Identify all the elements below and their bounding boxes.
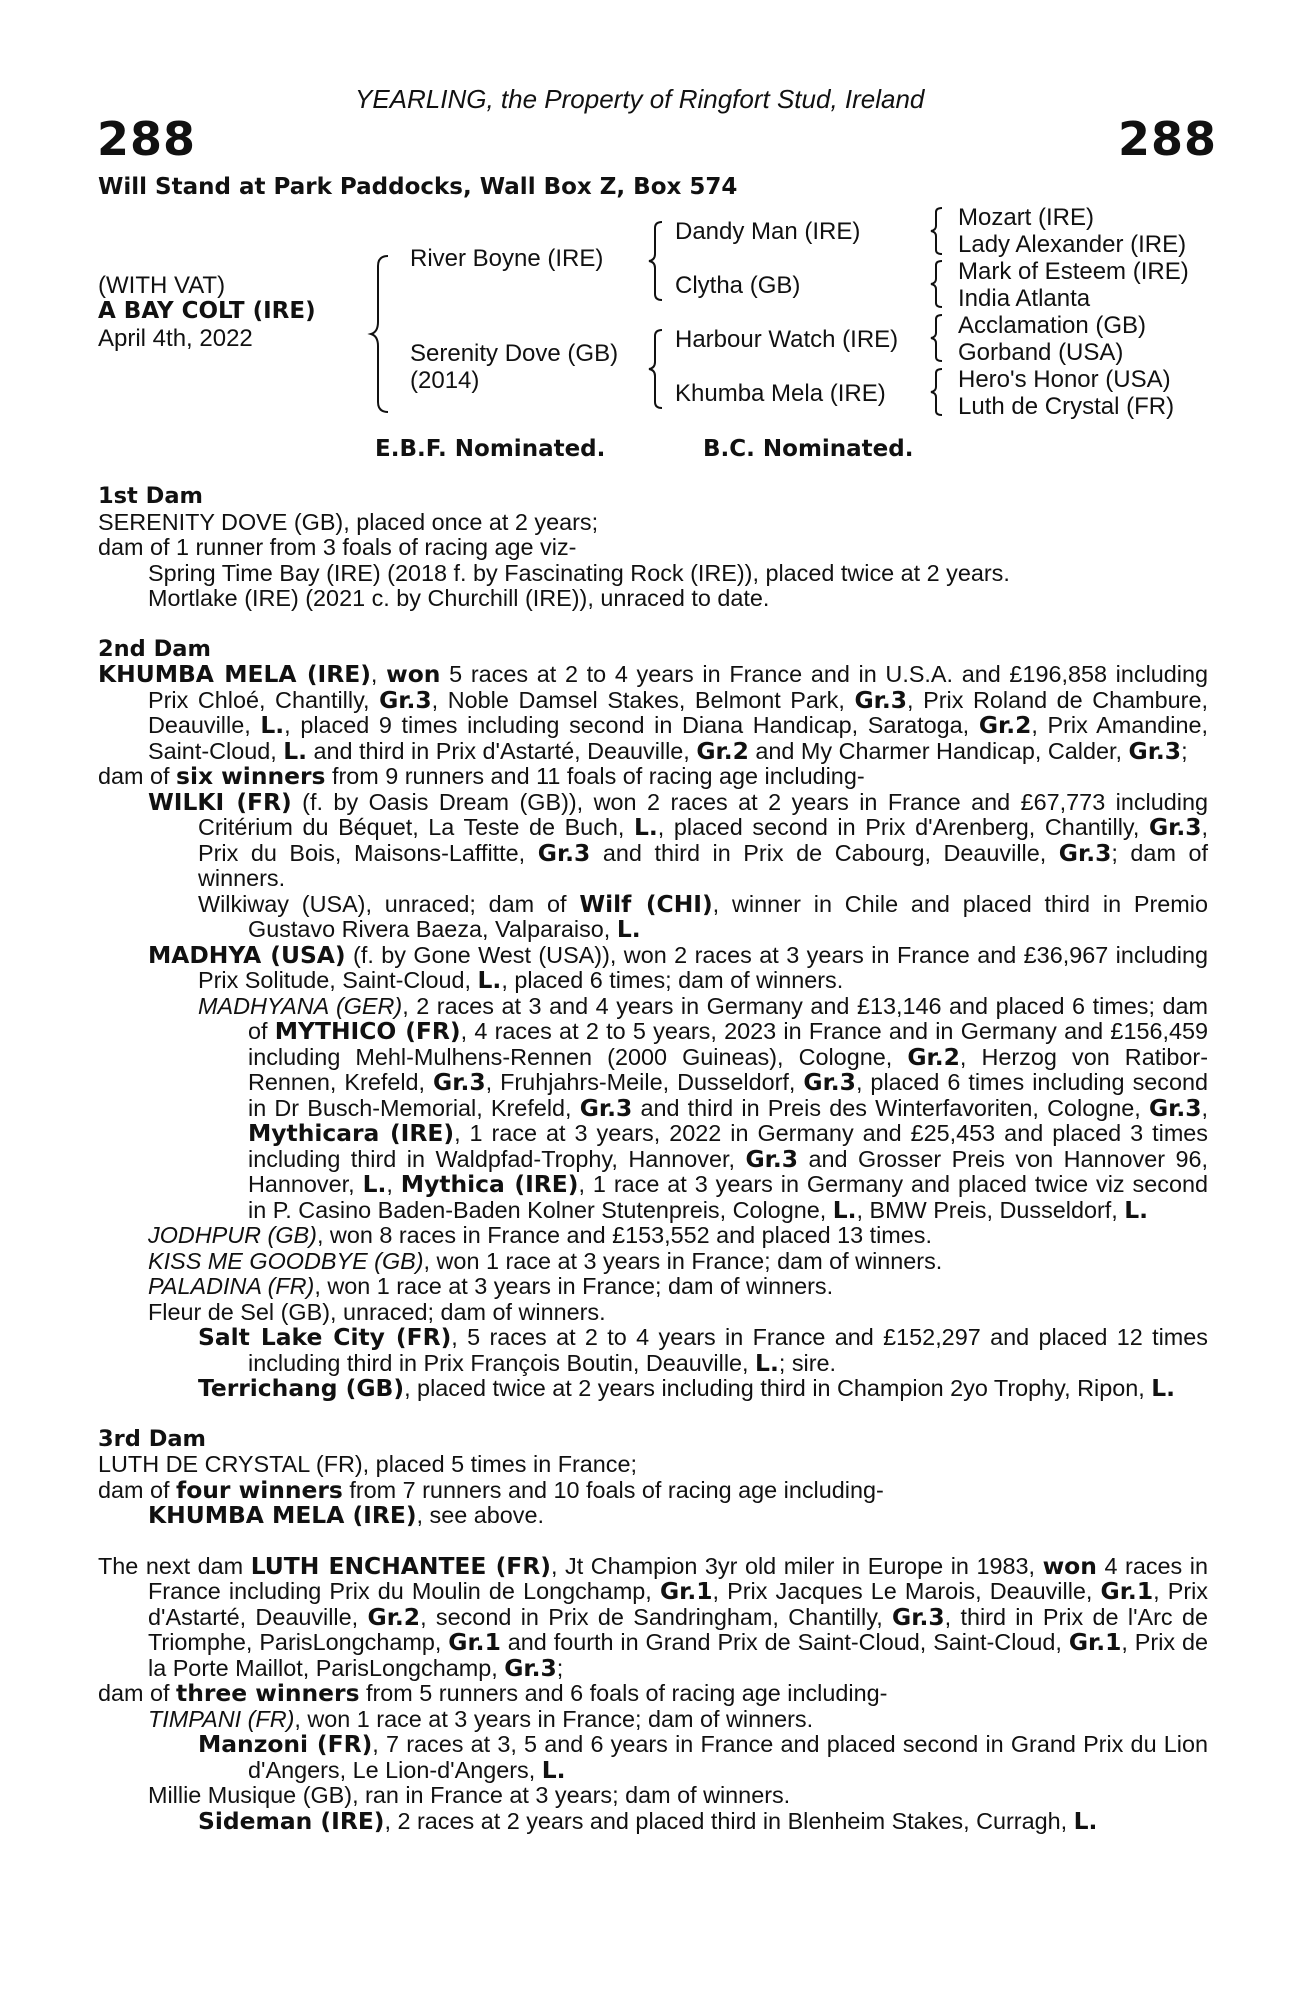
pedigree-g3: Mark of Esteem (IRE) xyxy=(958,258,1189,285)
produce-entry-khumba-mela: KHUMBA MELA (IRE), see above. xyxy=(148,1501,544,1529)
pedigree-dam-year: (2014) xyxy=(410,367,480,394)
pedigree-g7: Hero's Honor (USA) xyxy=(958,366,1171,393)
third-dam-heading: 3rd Dam xyxy=(98,1425,206,1452)
third-dam-produce-summary: dam of four winners from 7 runners and 10 foals of racing age including- xyxy=(98,1475,884,1504)
pedigree-g4: India Atlanta xyxy=(958,285,1091,312)
first-dam-foal: Mortlake (IRE) (2021 c. by Churchill (IRE)), unraced to date. xyxy=(148,585,770,611)
pedigree-g6: Gorband (USA) xyxy=(958,339,1124,366)
pedigree-sire-dam: Clytha (GB) xyxy=(675,272,801,299)
lot-number-left: 288 xyxy=(97,112,197,166)
pedigree-brace-g1 xyxy=(930,206,944,256)
first-dam-foal: Spring Time Bay (IRE) (2018 f. by Fascinating Rock (IRE)), placed twice at 2 years. xyxy=(148,559,1010,586)
pedigree-g8: Luth de Crystal (FR) xyxy=(958,393,1175,420)
second-dam-heading: 2nd Dam xyxy=(98,635,211,662)
first-dam-line: SERENITY DOVE (GB), placed once at 2 years; xyxy=(98,508,599,535)
produce-entry-timpani: TIMPANI (FR), won 1 race at 3 years in France; dam of winners. xyxy=(148,1705,814,1732)
second-dam-record: KHUMBA MELA (IRE), won 5 races at 2 to 4 years in France and in U.S.A. and £196,858 including Prix Chloé, Chantilly, Gr.3, Noble Damsel Stakes, Belmont Park, Gr.3, Prix Roland de Chambure, Deauville, L., placed 9 times including second in Diana Handicap, Saratoga, Gr.2, Prix Amandine, Saint-Cloud, L. and third in Prix d'Astarté, Deauville, Gr.2 and My Charmer Handicap, Calder, Gr.3; xyxy=(98,660,1209,765)
pedigree-dam-sire: Harbour Watch (IRE) xyxy=(675,326,899,353)
produce-entry-madhya: MADHYA (USA) (f. by Gone West (USA)), won 2 races at 3 years in France and £36,967 including Prix Solitude, Saint-Cloud, L., placed 6 times; dam of winners. xyxy=(148,940,1209,994)
next-dam-produce-summary: dam of three winners from 5 runners and 6 foals of racing age including- xyxy=(98,1679,888,1707)
produce-entry-terrichang: Terrichang (GB), placed twice at 2 years including third in Champion 2yo Trophy, Ripon, L. xyxy=(198,1374,1176,1402)
pedigree-brace-g4 xyxy=(930,367,944,417)
lot-subtitle: YEARLING, the Property of Ringfort Stud, Ireland xyxy=(355,84,925,114)
pedigree-brace-dam xyxy=(648,328,664,410)
produce-entry-fleur-de-sel: Fleur de Sel (GB), unraced; dam of winners. xyxy=(148,1298,606,1325)
pedigree-sire: River Boyne (IRE) xyxy=(410,245,604,272)
vat-note: (WITH VAT) xyxy=(98,272,226,299)
pedigree-g2: Lady Alexander (IRE) xyxy=(958,231,1187,258)
pedigree-dam-dam: Khumba Mela (IRE) xyxy=(675,380,886,407)
produce-entry-manzoni: Manzoni (FR), 7 races at 3, 5 and 6 years in France and placed second in Grand Prix du Lion d'Angers, Le Lion-d'Angers, L. xyxy=(198,1730,1208,1784)
third-dam-line: LUTH DE CRYSTAL (FR), placed 5 times in France; xyxy=(98,1451,637,1477)
produce-entry-paladina: PALADINA (FR), won 1 race at 3 years in France; dam of winners. xyxy=(148,1273,834,1299)
ebf-nomination: E.B.F. Nominated. xyxy=(375,436,606,462)
first-dam-produce-summary: dam of 1 runner from 3 foals of racing age viz- xyxy=(98,534,577,560)
produce-entry-jodhpur: JODHPUR (GB), won 8 races in France and £153,552 and placed 13 times. xyxy=(148,1222,932,1248)
pedigree-brace-main xyxy=(370,254,390,414)
pedigree-dam: Serenity Dove (GB) xyxy=(410,340,619,367)
produce-entry-madhyana: MADHYANA (GER), 2 races at 3 and 4 years in Germany and £13,146 and placed 6 times; dam of MYTHICO (FR), 4 races at 2 to 5 years, 2023 in France and in Germany and £156,459 including Mehl-Mulhens-Rennen (2000 Guineas), Cologne, Gr.2, Herzog von Ratibor-Rennen, Krefeld, Gr.3, Fruhjahrs-Meile, Dusseldorf, Gr.3, placed 6 times including second in Dr Busch-Memorial, Krefeld, Gr.3 and third in Preis des Winterfavoriten, Cologne, Gr.3, Mythicara (IRE), 1 race at 3 years, 2022 in Germany and £25,453 and placed 3 times including third in Waldpfad-Trophy, Hannover, Gr.3 and Grosser Preis von Hannover 96, Hannover, L., Mythica (IRE), 1 race at 3 years in Germany and placed twice viz second in P. Casino Baden-Baden Kolner Stutenpreis, Cologne, L., BMW Preis, Dusseldorf, L. xyxy=(198,992,1209,1224)
pedigree-brace-g2 xyxy=(930,259,944,309)
lot-number-right: 288 xyxy=(1118,112,1218,166)
second-dam-produce-summary: dam of six winners from 9 runners and 11 foals of racing age including- xyxy=(98,762,865,790)
pedigree-sire-sire: Dandy Man (IRE) xyxy=(675,218,861,245)
pedigree-brace-g3 xyxy=(930,313,944,363)
next-dam-record: The next dam LUTH ENCHANTEE (FR), Jt Champion 3yr old miler in Europe in 1983, won 4 races in France including Prix du Moulin de Longchamp, Gr.1, Prix Jacques Le Marois, Deauville, Gr.1, Prix d'Astarté, Deauville, Gr.2, second in Prix de Sandringham, Chantilly, Gr.3, third in Prix de l'Arc de Triomphe, ParisLongchamp, Gr.1 and fourth in Grand Prix de Saint-Cloud, Saint-Cloud, Gr.1, Prix de la Porte Maillot, ParisLongchamp, Gr.3; xyxy=(98,1551,1209,1682)
produce-record xyxy=(98,484,1208,1834)
bc-nomination: B.C. Nominated. xyxy=(703,436,914,462)
produce-entry-millie-musique: Millie Musique (GB), ran in France at 3 years; dam of winners. xyxy=(148,1782,791,1808)
pedigree-g5: Acclamation (GB) xyxy=(958,312,1147,339)
produce-entry-wilki: WILKI (FR) (f. by Oasis Dream (GB)), won 2 races at 2 years in France and £67,773 including Critérium du Béquet, La Teste de Buch, L., placed second in Prix d'Arenberg, Chantilly, Gr.3, Prix du Bois, Maisons-Laffitte, Gr.3 and third in Prix de Cabourg, Deauville, Gr.3; dam of winners. xyxy=(148,787,1208,891)
produce-entry-sideman: Sideman (IRE), 2 races at 2 years and placed third in Blenheim Stakes, Curragh, L. xyxy=(198,1806,1098,1835)
first-dam-heading: 1st Dam xyxy=(98,483,203,509)
produce-entry-wilkiway: Wilkiway (USA), unraced; dam of Wilf (CHI), winner in Chile and placed third in Premio Gustavo Rivera Baeza, Valparaiso, L. xyxy=(198,889,1209,943)
produce-entry-salt-lake-city: Salt Lake City (FR), 5 races at 2 to 4 years in France and £152,297 and placed 12 times including third in Prix François Boutin, Deauville, L.; sire. xyxy=(198,1323,1208,1377)
horse-dob: April 4th, 2022 xyxy=(98,325,253,352)
stand-location: Will Stand at Park Paddocks, Wall Box Z, Box 574 xyxy=(98,174,738,200)
horse-name: A BAY COLT (IRE) xyxy=(98,298,316,324)
pedigree-brace-sire xyxy=(648,220,664,302)
produce-entry-kiss-me-goodbye: KISS ME GOODBYE (GB), won 1 race at 3 years in France; dam of winners. xyxy=(148,1247,943,1274)
pedigree-g1: Mozart (IRE) xyxy=(958,204,1095,231)
